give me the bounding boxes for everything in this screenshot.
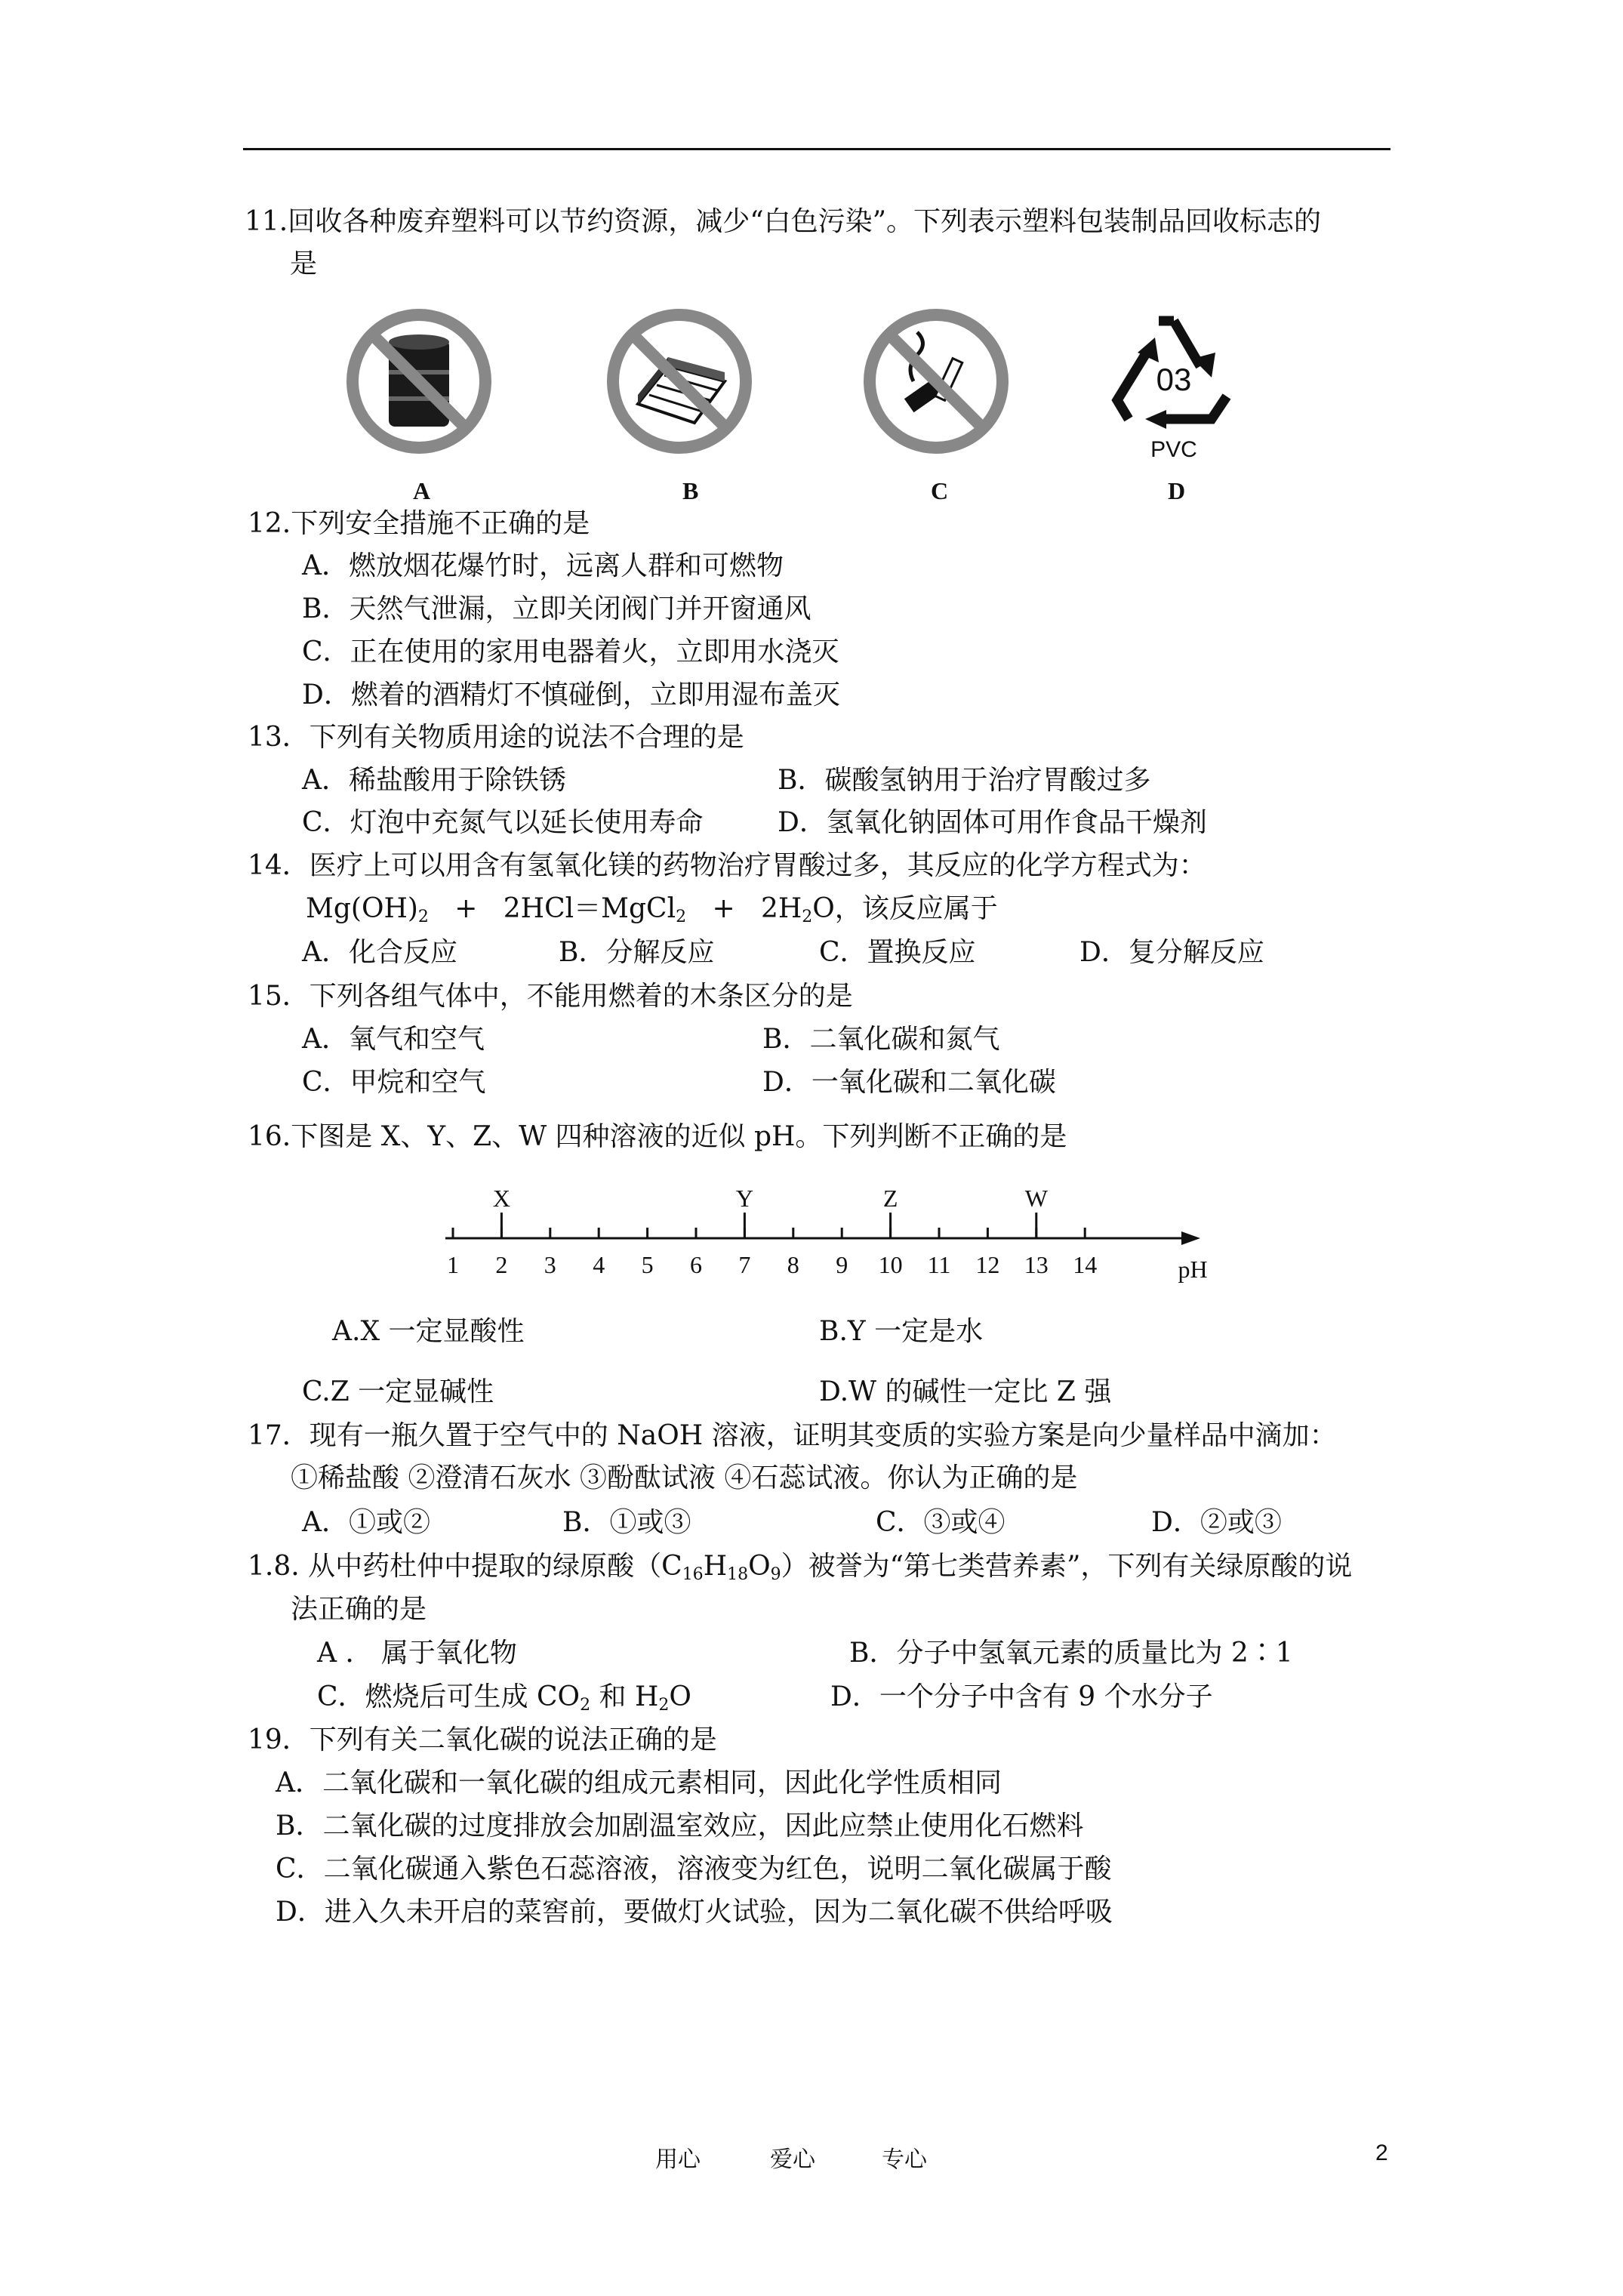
q12-stem: 12.下列安全措施不正确的是 (248, 508, 590, 539)
q17-option-c: C．③或④ (876, 1507, 1006, 1538)
q15-stem: 15．下列各组气体中，不能用燃着的木条区分的是 (248, 981, 853, 1012)
ph-tick-label: 2 (495, 1251, 508, 1278)
q18-option-c: C．燃烧后可生成 $CO_2$ 和 $H_2O$ (317, 1681, 691, 1715)
q17-stem-cont: ①稀盐酸 ②澄清石灰水 ③酚酞试液 ④石蕊试液。你认为正确的是 (291, 1462, 1078, 1493)
ph-tick-label: 10 (878, 1251, 903, 1278)
q18-stem: 1.8. 从中药杜仲中提取的绿原酸$(C_{16}H_{18}O_9)$被誉为“第七类营养素”，下列有关绿原酸的说 (248, 1551, 1353, 1584)
page-number: 2 (1375, 2140, 1388, 2165)
q19-option-a: A．二氧化碳和一氧化碳的组成元素相同，因此化学性质相同 (276, 1767, 1002, 1798)
q16-option-a: A.X 一定显酸性 (332, 1316, 525, 1347)
footer-right: 专心 (882, 2147, 927, 2173)
q13-option-c: C．灯泡中充氮气以延长使用寿命 (302, 807, 704, 838)
q13-option-d: D．氢氧化钠固体可用作食品干燥剂 (778, 807, 1207, 838)
q12-option-a: A．燃放烟花爆竹时，远离人群和可燃物 (302, 550, 784, 581)
q14-option-b: B．分解反应 (559, 937, 715, 968)
ph-tick-label: 3 (544, 1251, 556, 1278)
ph-axis-arrow (1181, 1231, 1200, 1245)
q13-option-b: B．碳酸氢钠用于治疗胃酸过多 (778, 765, 1151, 796)
ph-tick-label: 4 (593, 1251, 605, 1278)
q16-option-b: B.Y 一定是水 (819, 1316, 984, 1347)
ph-tick-label: 13 (1024, 1251, 1049, 1278)
ph-marker-label: X (492, 1185, 510, 1212)
header-rule (243, 148, 1390, 150)
ph-marker-label: Z (882, 1185, 898, 1212)
no-matches-icon (604, 306, 755, 457)
q17-option-d: D．②或③ (1151, 1507, 1282, 1538)
no-oil-drum-icon (343, 306, 494, 457)
q17-stem: 17．现有一瓶久置于空气中的 NaOH 溶液，证明其变质的实验方案是向少量样品中滴加： (248, 1420, 1337, 1451)
q17-option-a: A．①或② (302, 1507, 430, 1538)
ph-tick-label: 8 (787, 1251, 799, 1278)
ph-marker-label: Y (735, 1185, 753, 1212)
q15-option-b: B．二氧化碳和氮气 (762, 1024, 1000, 1055)
q15-option-c: C．甲烷和空气 (302, 1067, 486, 1098)
q11-label-b: B (682, 477, 699, 504)
no-smoking-icon (861, 306, 1012, 457)
q19-option-b: B．二氧化碳的过度排放会加剧温室效应，因此应禁止使用化石燃料 (276, 1811, 1084, 1841)
q11-label-a: A (413, 477, 431, 504)
q19-option-d: D．进入久未开启的菜窖前，要做灯火试验，因为二氧化碳不供给呼吸 (276, 1897, 1113, 1928)
ph-tick-label: 7 (738, 1251, 751, 1278)
q18-option-b: B．分子中氢氧元素的质量比为 2∶1 (849, 1638, 1293, 1669)
q14-equation: $Mg(OH)_2$ + 2HCl＝MgCl$_2$ + $2H_2O$，该反应属于 (306, 893, 998, 926)
q14-option-d: D．复分解反应 (1079, 937, 1264, 968)
ph-tick-label: 5 (641, 1251, 654, 1278)
q14-option-c: C．置换反应 (819, 937, 976, 968)
q11-stem: 11.回收各种废弃塑料可以节约资源，减少“白色污染”。下列表示塑料包装制品回收标志的 (245, 206, 1322, 237)
ph-scale (438, 1178, 1223, 1284)
q16-stem: 16.下图是 X、Y、Z、W 四种溶液的近似 pH。下列判断不正确的是 (248, 1121, 1067, 1152)
q17-option-b: B．①或③ (562, 1507, 691, 1538)
q11-label-c: C (931, 477, 949, 504)
svg-text:03: 03 (1156, 362, 1192, 397)
ph-tick-label: 6 (690, 1251, 702, 1278)
q11-stem-cont: 是 (290, 248, 318, 279)
ph-tick-label: 1 (447, 1251, 459, 1278)
q15-option-d: D．一氧化碳和二氧化碳 (762, 1067, 1056, 1098)
ph-tick-label: 11 (927, 1251, 951, 1278)
ph-marker-label: W (1024, 1185, 1048, 1212)
q18-option-a: A ． 属于氧化物 (317, 1638, 517, 1669)
q19-stem: 19．下列有关二氧化碳的说法正确的是 (248, 1724, 717, 1755)
ph-tick-label: 14 (1073, 1251, 1098, 1278)
svg-text:PVC: PVC (1150, 437, 1197, 462)
ph-axis-label: pH (1178, 1256, 1208, 1283)
ph-tick-label: 12 (975, 1251, 1000, 1278)
q16-option-d: D.W 的碱性一定比 Z 强 (819, 1376, 1112, 1407)
q13-stem: 13．下列有关物质用途的说法不合理的是 (248, 722, 744, 753)
q11-label-d: D (1168, 477, 1186, 504)
q14-option-a: A．化合反应 (302, 937, 457, 968)
q14-stem: 14．医疗上可以用含有氢氧化镁的药物治疗胃酸过多，其反应的化学方程式为： (248, 850, 1206, 881)
footer-mid: 爱心 (770, 2147, 815, 2173)
q19-option-c: C．二氧化碳通入紫色石蕊溶液，溶液变为红色，说明二氧化碳属于酸 (276, 1854, 1112, 1885)
q15-option-a: A．氧气和空气 (302, 1024, 485, 1055)
q13-option-a: A．稀盐酸用于除铁锈 (302, 765, 566, 796)
q12-option-d: D．燃着的酒精灯不慎碰倒，立即用湿布盖灭 (302, 680, 840, 710)
ph-tick-label: 9 (836, 1251, 848, 1278)
q18-option-d: D．一个分子中含有 9 个水分子 (830, 1681, 1213, 1712)
footer-left: 用心 (655, 2147, 701, 2173)
q12-option-b: B．天然气泄漏，立即关闭阀门并开窗通风 (302, 593, 812, 624)
q12-option-c: C．正在使用的家用电器着火，立即用水浇灭 (302, 636, 839, 667)
q18-stem-cont: 法正确的是 (291, 1594, 427, 1625)
q16-option-c: C.Z 一定显碱性 (302, 1376, 494, 1407)
recycle-pvc-icon (1098, 306, 1249, 464)
